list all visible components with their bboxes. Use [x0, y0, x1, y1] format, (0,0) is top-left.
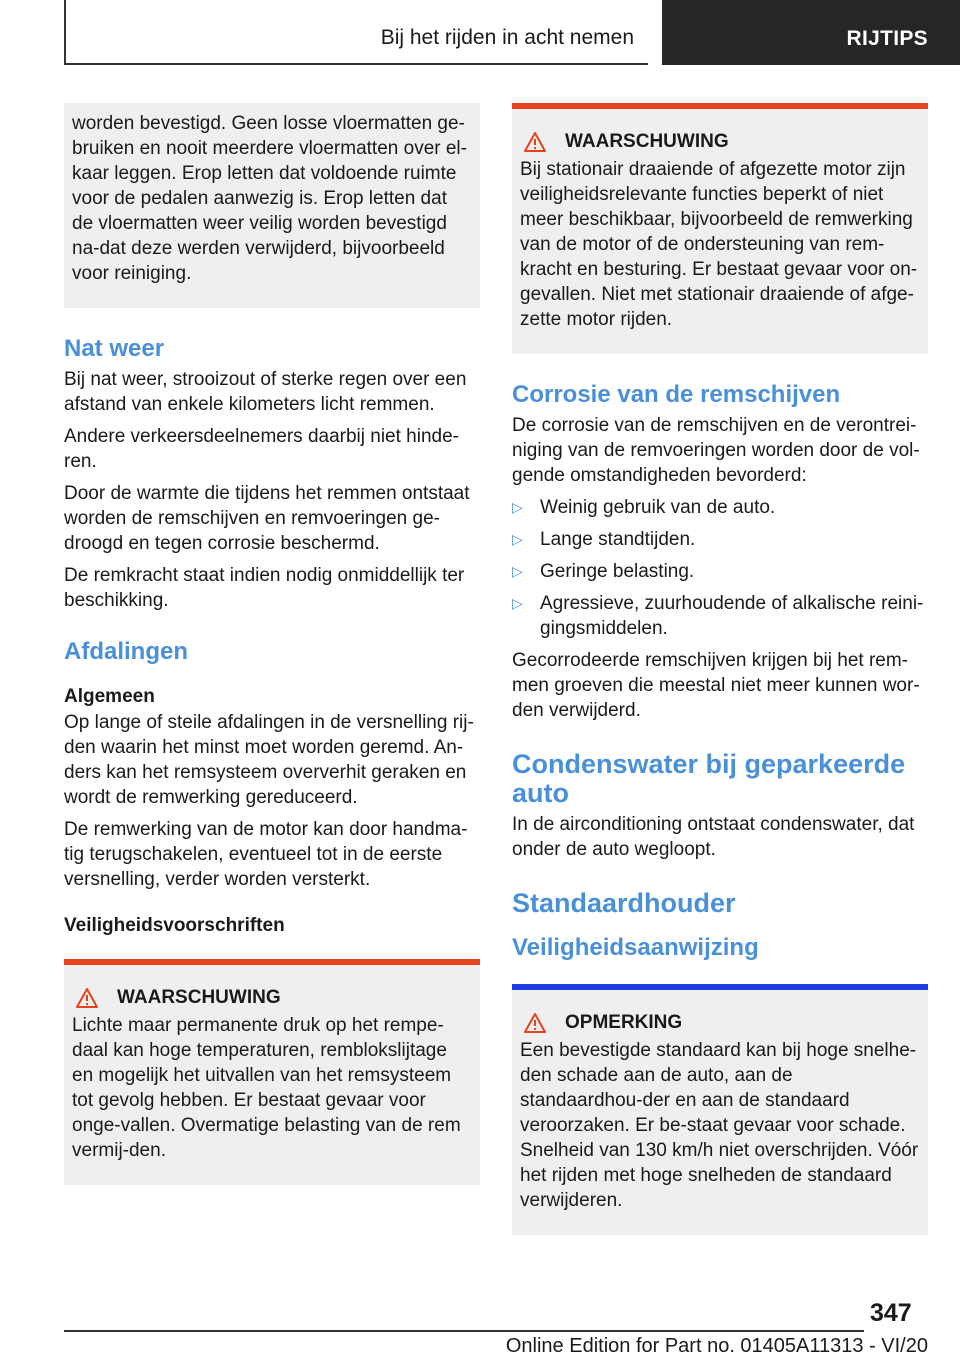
note-header	[520, 1012, 920, 1034]
left-column	[64, 103, 480, 1185]
warning-text: Lichte maar permanente druk op het rempe-daal kan hoge temperaturen, remblokslijtage en mogelijk het uitvallen van het remsysteem tot gevolg hebben. Er bestaat gevaar voor onge-vallen. Overmatige belasting van de rem vermij-den.	[72, 1015, 461, 1161]
list-item: ▷ Weinig gebruik van de auto.	[512, 497, 776, 518]
heading-afdalingen: Afdalingen	[64, 638, 188, 665]
footer-edition: Online Edition for Part no. 01405A11313 - VI/20	[505, 1335, 928, 1357]
paragraph: De corrosie van de remschijven en de verontrei-niging van de remvoeringen worden door de vol-gende omstandigheden bevorderd:	[512, 415, 920, 486]
footer-rule	[64, 1330, 864, 1332]
warning-triangle-icon	[524, 132, 546, 152]
right-column	[512, 103, 928, 1235]
paragraph: De remkracht staat indien nodig onmiddellijk ter beschikking.	[64, 565, 465, 611]
header-bottom-rule	[64, 63, 648, 65]
chapter-tab-label: RIJTIPS	[846, 27, 928, 50]
triangle-bullet-icon: ▷	[512, 499, 523, 515]
triangle-bullet-icon: ▷	[512, 595, 523, 611]
heading-nat-weer: Nat weer	[64, 335, 165, 362]
warning-box	[512, 103, 928, 354]
list-item: ▷ Lange standtijden.	[512, 529, 696, 550]
paragraph: In de airconditioning ontstaat condenswater, dat onder de auto wegloopt.	[512, 814, 915, 860]
heading-corrosie: Corrosie van de remschijven	[512, 381, 841, 408]
warning-text: Bij stationair draaiende of afgezette motor zijn veiligheidsrelevante functies beperkt of niet meer beschikbaar, bijvoorbeeld de remwerking van de motor of de ondersteuning van rem-kracht en besturing. Er bestaat gevaar voor on-gevallen. Niet met stationair draaiende of afge-zette motor rijden.	[520, 159, 918, 330]
warning-triangle-icon	[524, 1013, 546, 1033]
paragraph: Door de warmte die tijdens het remmen ontstaat worden de remschijven en remvoeringen ge-droogd en tegen corrosie beschermd.	[64, 483, 470, 554]
note-box	[512, 984, 928, 1235]
heading-veiligheidsaanwijzing: Veiligheidsaanwijzing	[512, 934, 759, 961]
header-chapter-tab	[662, 0, 960, 65]
continued-note-box	[64, 103, 480, 308]
paragraph: De remwerking van de motor kan door handma-tig terugschakelen, eventueel tot in de eerste versnelling, verder worden versterkt.	[64, 819, 468, 890]
warning-title: WAARSCHUWING	[565, 131, 729, 152]
subheading-veiligheidsvoorschriften: Veiligheidsvoorschriften	[64, 915, 285, 936]
list-item: ▷ Geringe belasting.	[512, 561, 695, 582]
warning-triangle-icon	[76, 988, 98, 1008]
subheading-algemeen: Algemeen	[64, 686, 155, 707]
note-title: OPMERKING	[565, 1012, 683, 1033]
header-section-title: Bij het rijden in acht nemen	[380, 26, 634, 49]
paragraph: Op lange of steile afdalingen in de versnelling rij-den waarin het minst moet worden geremd. An-ders kan het remsysteem oververhit geraken en wordt de remwerking gereduceerd.	[64, 712, 474, 808]
warning-header	[72, 987, 472, 1009]
heading-condenswater: Condenswater bij geparkeerde auto	[512, 749, 906, 808]
page-number: 347	[870, 1299, 912, 1327]
warning-header	[520, 131, 920, 153]
triangle-bullet-icon: ▷	[512, 563, 523, 579]
list-item: ▷ Agressieve, zuurhoudende of alkalische reini-gingsmiddelen.	[512, 593, 924, 639]
warning-box	[64, 959, 480, 1185]
paragraph: Gecorrodeerde remschijven krijgen bij het rem-men groeven die meestal niet meer kunnen wor-den verwijderd.	[512, 650, 920, 721]
warning-title: WAARSCHUWING	[117, 987, 281, 1008]
note-text: Een bevestigde standaard kan bij hoge snelhe-den schade aan de auto, aan de standaardhou-der en aan de standaard veroorzaken. Er be-staat gevaar voor schade. Snelheid van 130 km/h niet overschrijden. Vóór het rijden met hoge snelheden de standaard verwijderen.	[520, 1040, 919, 1211]
continued-note-text: worden bevestigd. Geen losse vloermatten ge-bruiken en nooit meerdere vloermatten over el-kaar leggen. Erop letten dat voldoende ruimte voor de pedalen aanwezig is. Erop letten dat de vloermatten weer veilig worden bevestigd na-dat deze werden verwijderd, bijvoorbeeld voor reiniging.	[72, 113, 467, 284]
triangle-bullet-icon: ▷	[512, 531, 523, 547]
paragraph: Andere verkeersdeelnemers daarbij niet hinde-ren.	[64, 426, 460, 472]
heading-standaardhouder: Standaardhouder	[512, 888, 736, 918]
condition-list	[512, 495, 928, 641]
paragraph: Bij nat weer, strooizout of sterke regen over een afstand van enkele kilometers licht remmen.	[64, 369, 467, 415]
